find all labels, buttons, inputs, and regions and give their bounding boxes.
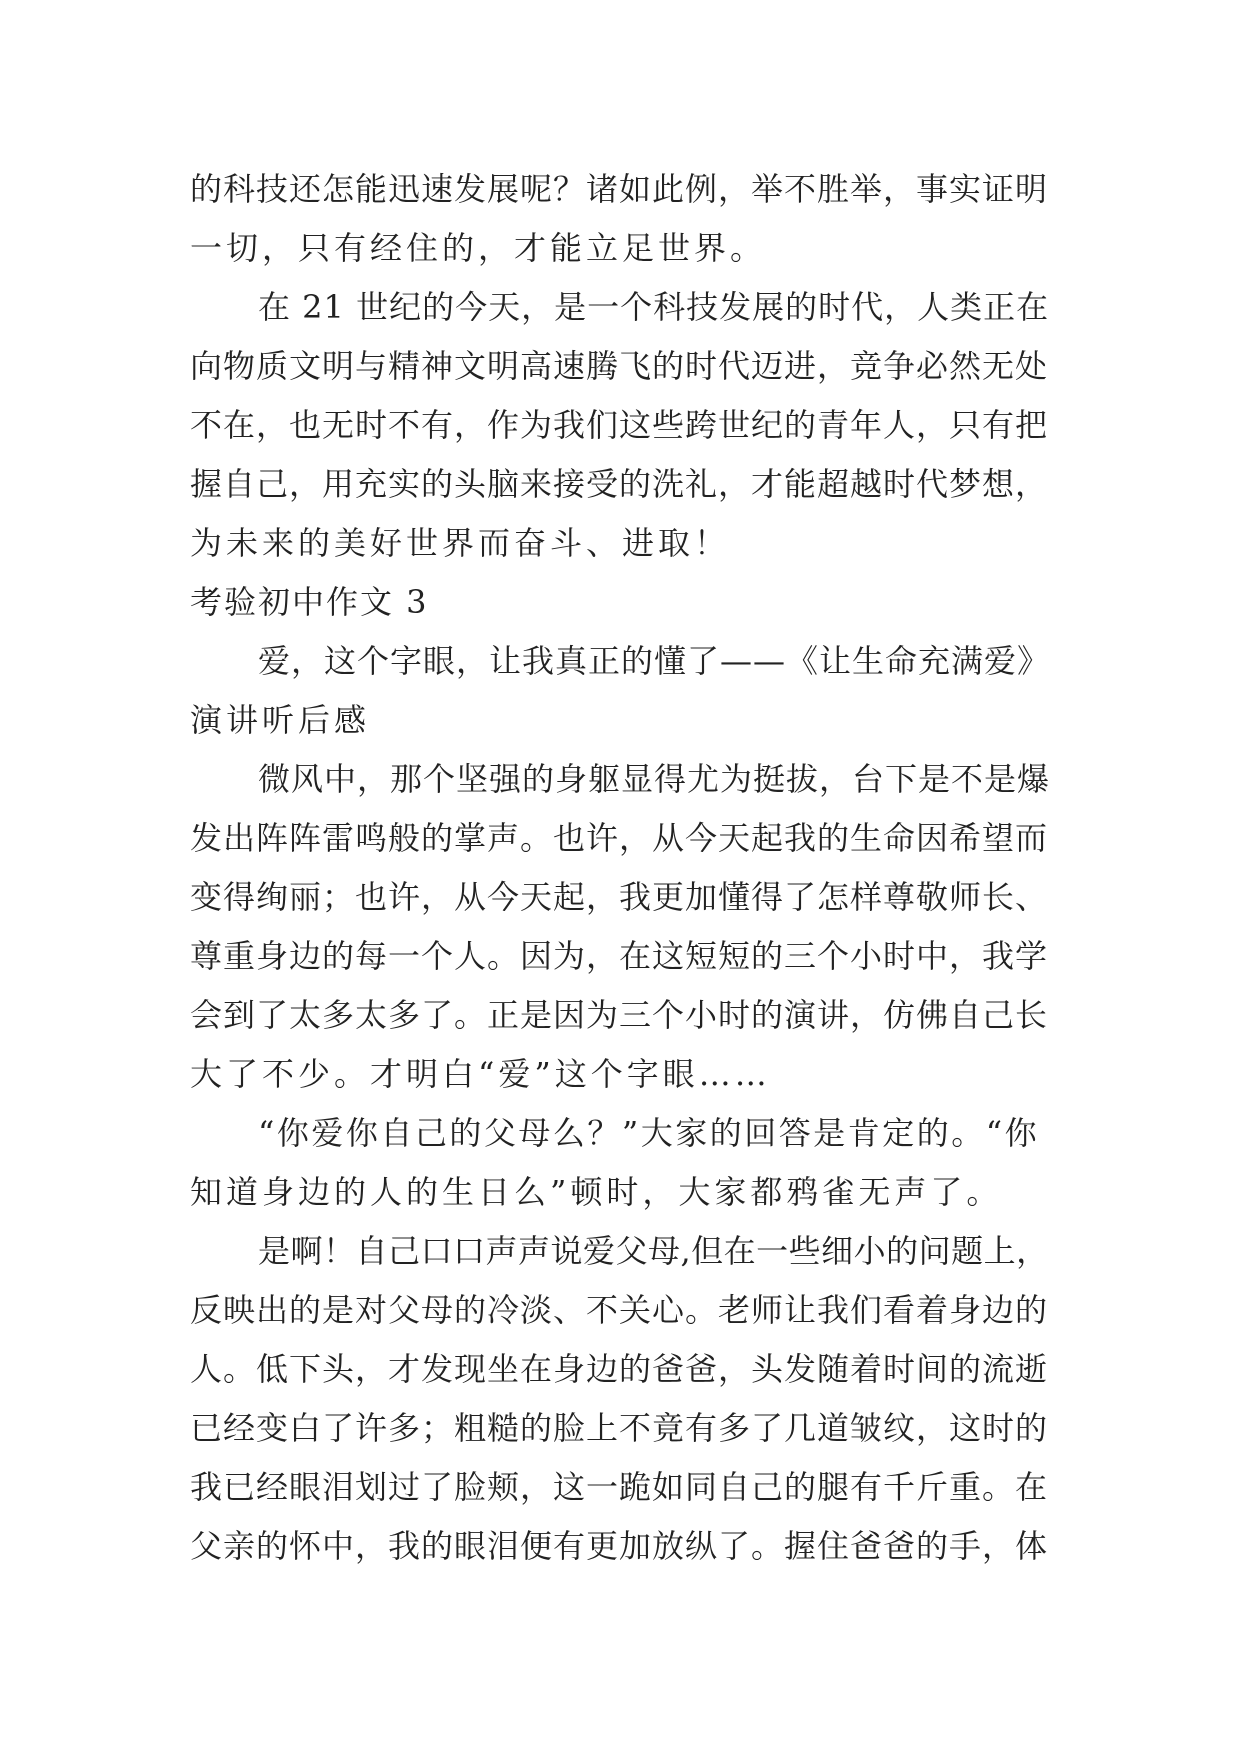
text-line: 爱，这个字眼，让我真正的懂了——《让生命充满爱》 xyxy=(258,642,1051,680)
text-line: 为未来的美好世界而奋斗、进取！ xyxy=(190,524,731,562)
text-line: 在 21 世纪的今天，是一个科技发展的时代，人类正在 xyxy=(258,288,1050,326)
text-line: 变得绚丽；也许，从今天起，我更加懂得了怎样尊敬师长、 xyxy=(190,878,1049,916)
text-line: 尊重身边的每一个人。因为，在这短短的三个小时中，我学 xyxy=(190,937,1049,975)
text-line: 父亲的怀中，我的眼泪便有更加放纵了。握住爸爸的手，体 xyxy=(190,1527,1049,1565)
text-line: 大了不少。才明白“爱”这个字眼…… xyxy=(190,1055,771,1093)
text-line: 人。低下头，才发现坐在身边的爸爸，头发随着时间的流逝 xyxy=(190,1350,1049,1388)
text-line: 的科技还怎能迅速发展呢？诸如此例，举不胜举，事实证明 xyxy=(190,170,1049,208)
text-line: 演讲听后感 xyxy=(190,701,371,739)
text-line: 微风中，那个坚强的身躯显得尤为挺拔，台下是不是爆 xyxy=(258,760,1051,798)
text-line: 会到了太多太多了。正是因为三个小时的演讲，仿佛自己长 xyxy=(190,996,1049,1034)
text-line: 一切，只有经住的，才能立足世界。 xyxy=(190,229,767,267)
text-line: 知道身边的人的生日么”顿时，大家都鸦雀无声了。 xyxy=(190,1173,1003,1211)
document-body xyxy=(190,160,1050,1576)
text-line: 是啊！自己口口声声说爱父母,但在一些细小的问题上， xyxy=(258,1232,1049,1270)
text-line: 已经变白了许多；粗糙的脸上不竟有多了几道皱纹，这时的 xyxy=(190,1409,1049,1447)
text-line: 反映出的是对父母的冷淡、不关心。老师让我们看着身边的 xyxy=(190,1291,1049,1329)
text-line: 发出阵阵雷鸣般的掌声。也许，从今天起我的生命因希望而 xyxy=(190,819,1049,857)
text-line: 不在，也无时不有，作为我们这些跨世纪的青年人，只有把 xyxy=(190,406,1049,444)
section-heading: 考验初中作文 3 xyxy=(190,583,429,621)
text-line: “你爱你自己的父母么？”大家的回答是肯定的。“你 xyxy=(258,1114,1040,1152)
text-line: 我已经眼泪划过了脸颊，这一跪如同自己的腿有千斤重。在 xyxy=(190,1468,1049,1506)
text-line: 向物质文明与精神文明高速腾飞的时代迈进，竞争必然无处 xyxy=(190,347,1049,385)
text-line: 握自己，用充实的头脑来接受的洗礼，才能超越时代梦想， xyxy=(190,465,1049,503)
